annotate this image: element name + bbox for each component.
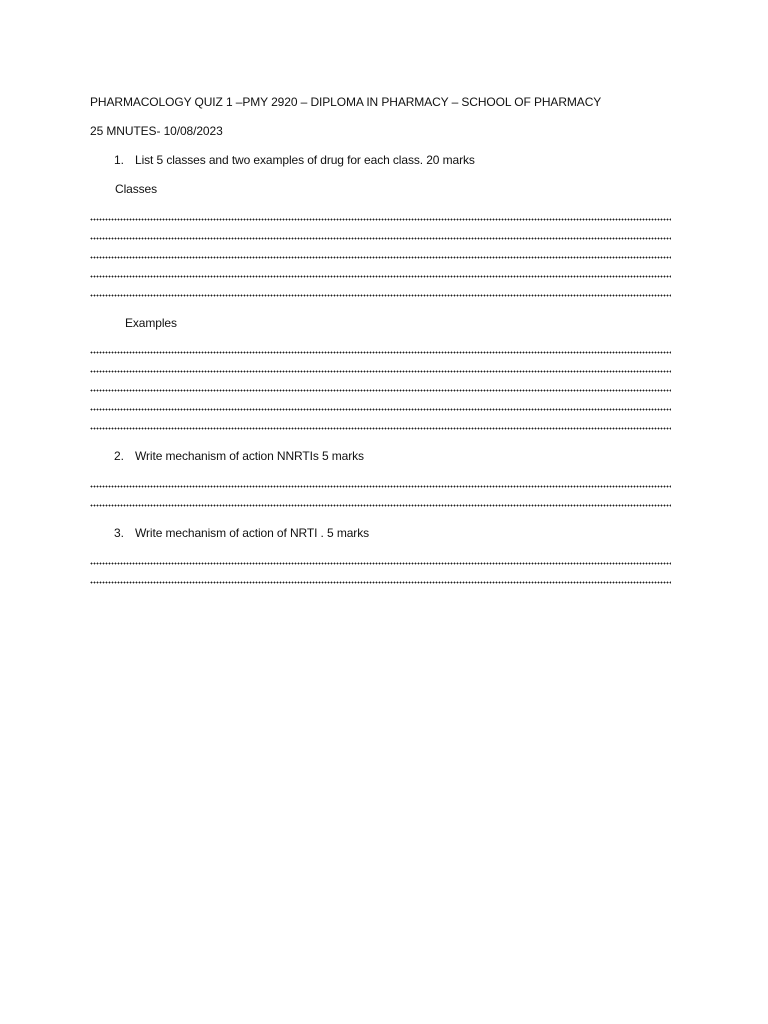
answer-line[interactable] — [90, 389, 671, 392]
answer-line[interactable] — [90, 562, 671, 565]
answer-line[interactable] — [90, 427, 671, 430]
answer-line[interactable] — [90, 218, 671, 221]
answer-line[interactable] — [90, 256, 671, 259]
answer-line[interactable] — [90, 294, 671, 297]
section-label-classes: Classes — [115, 182, 157, 196]
answer-line[interactable] — [90, 504, 671, 507]
question-2-text: Write mechanism of action NNRTIs 5 marks — [135, 449, 364, 463]
answer-line[interactable] — [90, 237, 671, 240]
question-3-number: 3. — [114, 526, 125, 540]
answer-line[interactable] — [90, 408, 671, 411]
document-subtitle: 25 MNUTES- 10/08/2023 — [90, 124, 223, 138]
question-2-number: 2. — [114, 449, 125, 463]
question-3-text: Write mechanism of action of NRTI . 5 marks — [135, 526, 369, 540]
question-1-text: List 5 classes and two examples of drug for each class. 20 marks — [135, 153, 475, 167]
document-title: PHARMACOLOGY QUIZ 1 –PMY 2920 – DIPLOMA IN PHARMACY – SCHOOL OF PHARMACY — [90, 95, 602, 109]
answer-line[interactable] — [90, 275, 671, 278]
answer-line[interactable] — [90, 485, 671, 488]
section-label-examples: Examples — [125, 316, 177, 330]
answer-line[interactable] — [90, 370, 671, 373]
answer-line[interactable] — [90, 581, 671, 584]
answer-line[interactable] — [90, 351, 671, 354]
question-1-number: 1. — [114, 153, 125, 167]
